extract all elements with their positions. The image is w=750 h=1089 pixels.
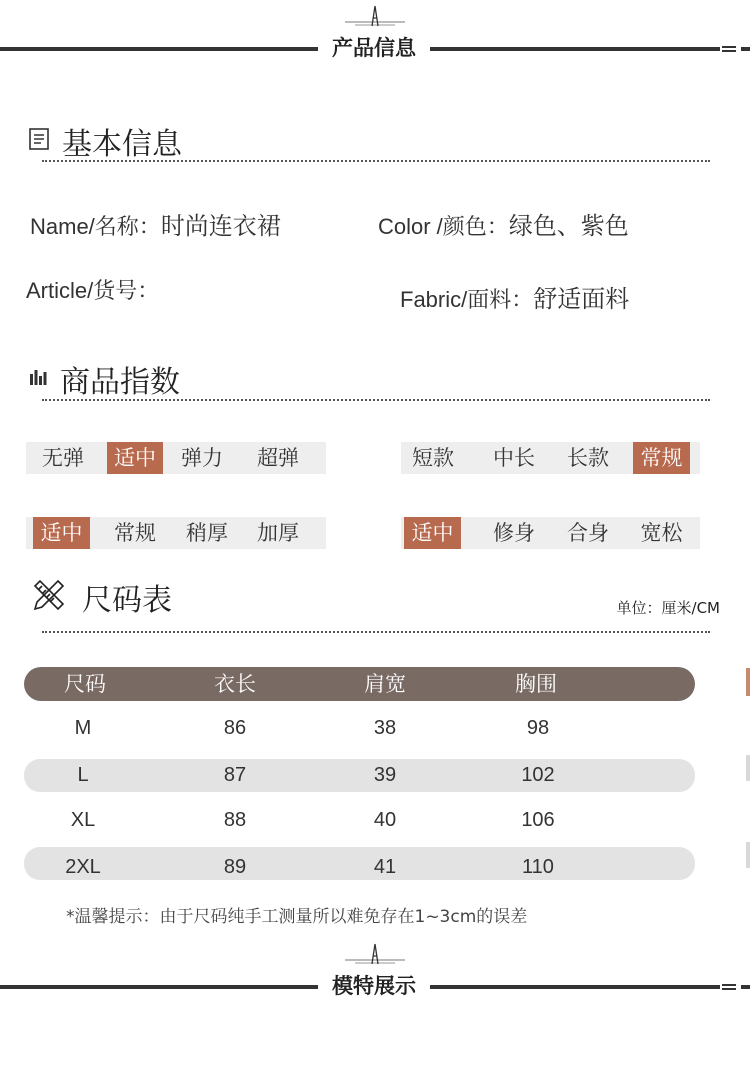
cell-length: 89 xyxy=(223,856,247,878)
ruler-pencil-icon xyxy=(32,578,66,612)
name-value: 时尚连衣裙 xyxy=(160,212,281,240)
option-fit-4: 宽松 xyxy=(640,521,683,545)
option-elasticity-4: 超弹 xyxy=(257,446,299,470)
article-label: Article/货号： xyxy=(26,278,160,303)
option-thickness-2: 常规 xyxy=(114,521,156,545)
cell-length: 87 xyxy=(223,764,247,786)
cell-length: 86 xyxy=(223,717,247,739)
eiffel-tower-icon xyxy=(345,4,405,28)
article-field xyxy=(26,274,159,305)
option-elasticity-2-selected: 适中 xyxy=(107,442,163,474)
option-thickness-3: 稍厚 xyxy=(186,521,228,545)
option-length-3: 长款 xyxy=(567,446,609,470)
option-length-4-selected: 常规 xyxy=(633,442,690,474)
option-thickness-1-selected: 适中 xyxy=(33,517,90,549)
option-fit-3: 合身 xyxy=(567,521,609,545)
edge-decoration xyxy=(746,668,750,696)
cell-chest: 98 xyxy=(526,717,550,739)
cell-length: 88 xyxy=(223,809,247,831)
eiffel-tower-icon xyxy=(345,942,405,966)
section-title-product-info xyxy=(0,0,750,60)
dotted-divider xyxy=(42,631,710,633)
cell-shoulder: 39 xyxy=(373,764,397,786)
unit-label: 单位：厘米/CM xyxy=(616,599,720,617)
dotted-divider xyxy=(42,399,710,401)
option-elasticity-3: 弹力 xyxy=(181,446,223,470)
name-field xyxy=(30,206,281,241)
cell-size: L xyxy=(77,764,89,786)
elasticity-options xyxy=(26,442,326,474)
cell-chest: 106 xyxy=(521,809,555,831)
section-title-text: 产品信息 xyxy=(332,36,416,60)
fabric-value: 舒适面料 xyxy=(533,285,630,313)
option-length-2: 中长 xyxy=(493,446,535,470)
section-title-model-display xyxy=(0,938,750,998)
bar-chart-icon xyxy=(29,367,47,385)
size-table-heading: 尺码表 xyxy=(82,583,172,618)
section-title-text: 模特展示 xyxy=(332,974,416,998)
table-header-chest: 胸围 xyxy=(515,672,557,696)
product-index-heading: 商品指数 xyxy=(60,365,180,400)
table-header-size: 尺码 xyxy=(64,672,106,696)
color-field xyxy=(378,206,629,241)
name-label: Name/名称： xyxy=(30,214,161,239)
color-label: Color /颜色： xyxy=(378,214,509,239)
cell-size: 2XL xyxy=(65,856,101,878)
length-options xyxy=(401,442,700,474)
table-header-shoulder: 肩宽 xyxy=(364,672,406,696)
dotted-divider xyxy=(42,160,710,162)
cell-size: XL xyxy=(70,809,96,831)
cell-shoulder: 38 xyxy=(373,717,397,739)
option-fit-2: 修身 xyxy=(493,521,535,545)
cell-chest: 102 xyxy=(521,764,555,786)
edge-decoration xyxy=(746,755,750,781)
fabric-field xyxy=(400,279,629,314)
fabric-label: Fabric/面料： xyxy=(400,287,534,312)
measurement-note: *温馨提示：由于尺码纯手工测量所以难免存在1~3cm的误差 xyxy=(66,907,528,927)
option-elasticity-1: 无弹 xyxy=(42,446,84,470)
document-icon xyxy=(29,128,49,150)
thickness-options xyxy=(26,517,326,549)
cell-shoulder: 40 xyxy=(373,809,397,831)
fit-options xyxy=(401,517,700,549)
color-value: 绿色、紫色 xyxy=(508,212,629,240)
cell-chest: 110 xyxy=(522,856,554,878)
option-thickness-4: 加厚 xyxy=(257,521,299,545)
cell-size: M xyxy=(74,717,92,739)
cell-shoulder: 41 xyxy=(373,856,397,878)
table-header-length: 衣长 xyxy=(214,672,256,696)
option-fit-1-selected: 适中 xyxy=(404,517,461,549)
option-length-1: 短款 xyxy=(412,446,454,470)
basic-info-heading: 基本信息 xyxy=(62,127,182,162)
edge-decoration xyxy=(746,842,750,868)
